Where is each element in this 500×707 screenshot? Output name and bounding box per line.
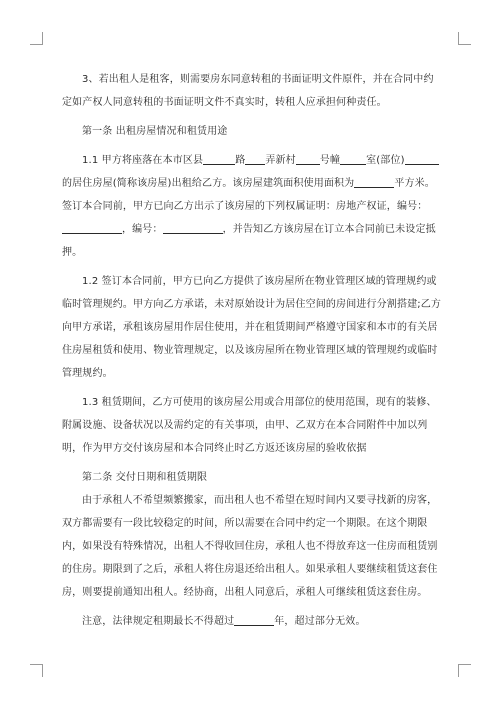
blank-certificate-number [62, 221, 122, 234]
clause-1-2: 1.2 签订本合同前，甲方已向乙方提供了该房屋所在物业管理区域的管理规约或临时管理规约。甲方向乙方承诺，未对原始设计为居住空间的房间进行分割搭建;乙方向甲方承诺，承租该房屋用作居住使用，并在租赁期间严格遵守国家和本市的有关居住房屋租赁和使用、物业管理规定，以及该房屋所在物业管理区域的管理规约或临时管理规约。 [62, 276, 442, 379]
blank-years [234, 613, 274, 626]
clause-1-1: 1.1 甲方将座落在本市区县 路 弄新村 号幢 室(部位)的居住房屋(简称该房屋)出租给乙方。该房屋建筑面积使用面积为 平方米。签订本合同前，甲方已向乙方出示了该房屋的下列权属证明：房地产权证，编号：，编号： ，并告知乙方该房屋在订立本合同前已未设定抵押。 [62, 149, 442, 264]
note-max-term: 注意，法律规定租期最长不得超过 年，超过部分无效。 [62, 610, 442, 633]
paragraph-lease-term: 由于承租人不希望频繁搬家，而出租人也不希望在短时间内又要寻找新的房客，双方都需要有一段比较稳定的时间，所以需要在合同中约定一个期限。在这个期限内，如果没有特殊情况，出租人不得收回住房，承租人也不得放弃这一住房而租赁别的住房。期限到了之后，承租人将住房退还给出租人。如果承租人要继续租赁这套住房，则要提前通知出租人。经协商，出租人同意后，承租人可继续租赁这套住房。 [62, 495, 438, 598]
blank-room [405, 152, 439, 165]
document-body [62, 68, 442, 633]
crop-mark-bottom-right [458, 664, 471, 677]
blank-area [354, 175, 394, 188]
clause-1-3: 1.3 租赁期间，乙方可使用的该房屋公用或合用部位的使用范围，现有的装修、附属设施、设备状况以及需约定的有关事项，由甲、乙双方在本合同附件中加以列明，作为甲方交付该房屋和本合同终止时乙方返还该房屋的验收依据 [62, 397, 437, 454]
blank-road [245, 152, 265, 165]
crop-mark-bottom-left [30, 664, 43, 677]
paragraph-sublease-proof: 3、若出租人是租客，则需要房东同意转租的书面证明文件原件，并在合同中约定如产权人同意转租的书面证明文件不真实时，转租人应承担何种责任。 [62, 74, 434, 108]
blank-lane [296, 152, 320, 165]
crop-mark-top-right [458, 32, 471, 45]
article-1-heading: 第一条 出租房屋情况和租赁用途 [82, 126, 228, 137]
blank-district [203, 152, 235, 165]
article-2-heading: 第二条 交付日期和租赁期限 [82, 472, 208, 483]
crop-mark-top-left [30, 32, 43, 45]
blank-building [340, 152, 366, 165]
blank-number [163, 221, 223, 234]
